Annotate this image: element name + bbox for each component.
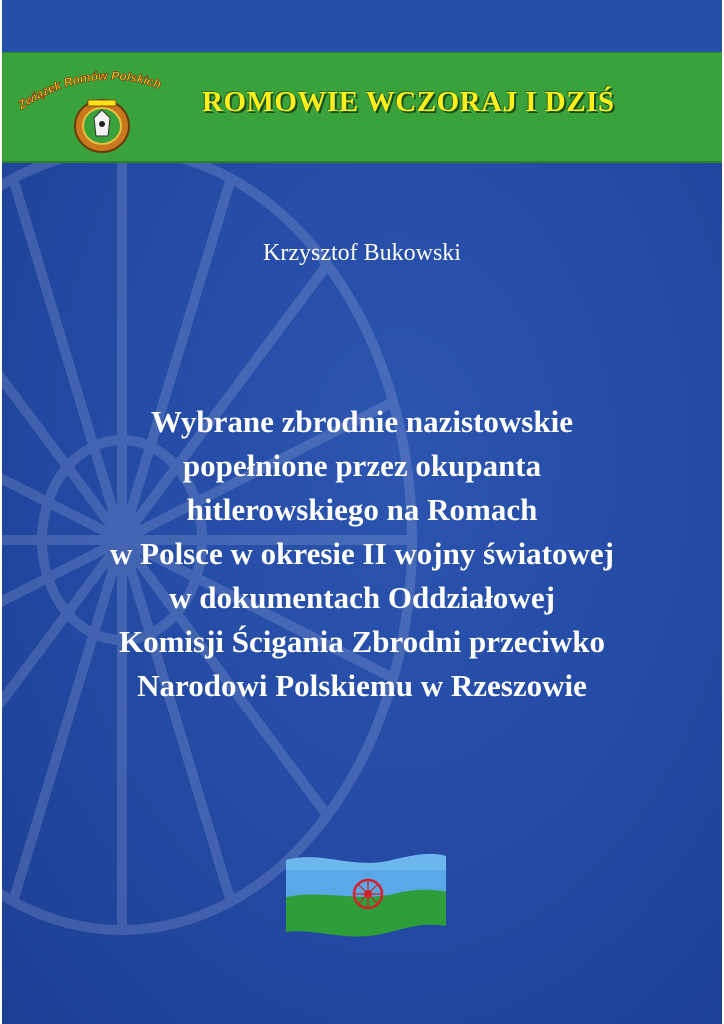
book-title [42,400,682,708]
title-line: popełnione przez okupanta [182,448,542,483]
title-line: w Polsce w okresie II wojny światowej [110,536,614,571]
roma-association-emblem-icon [75,100,129,152]
title-line: Wybrane zbrodnie nazistowskie [151,404,573,439]
book-cover [2,0,722,1024]
series-title: ROMOWIE WCZORAJ I DZIŚ [202,86,615,118]
title-line: w dokumentach Oddziałowej [169,580,555,615]
association-logo [12,60,192,156]
title-line: Komisji Ścigania Zbrodni przeciwko [119,624,605,659]
top-strip [2,0,722,52]
title-line: hitlerowskiego na Romach [186,492,538,527]
author-name: Krzysztof Bukowski [263,240,461,266]
title-line: Narodowi Polskiemu w Rzeszowie [137,668,587,703]
flag-chakra-icon [354,880,382,908]
romani-flag-icon [282,848,450,940]
logo-arc-text: Związek Romów Polskich [15,68,163,113]
